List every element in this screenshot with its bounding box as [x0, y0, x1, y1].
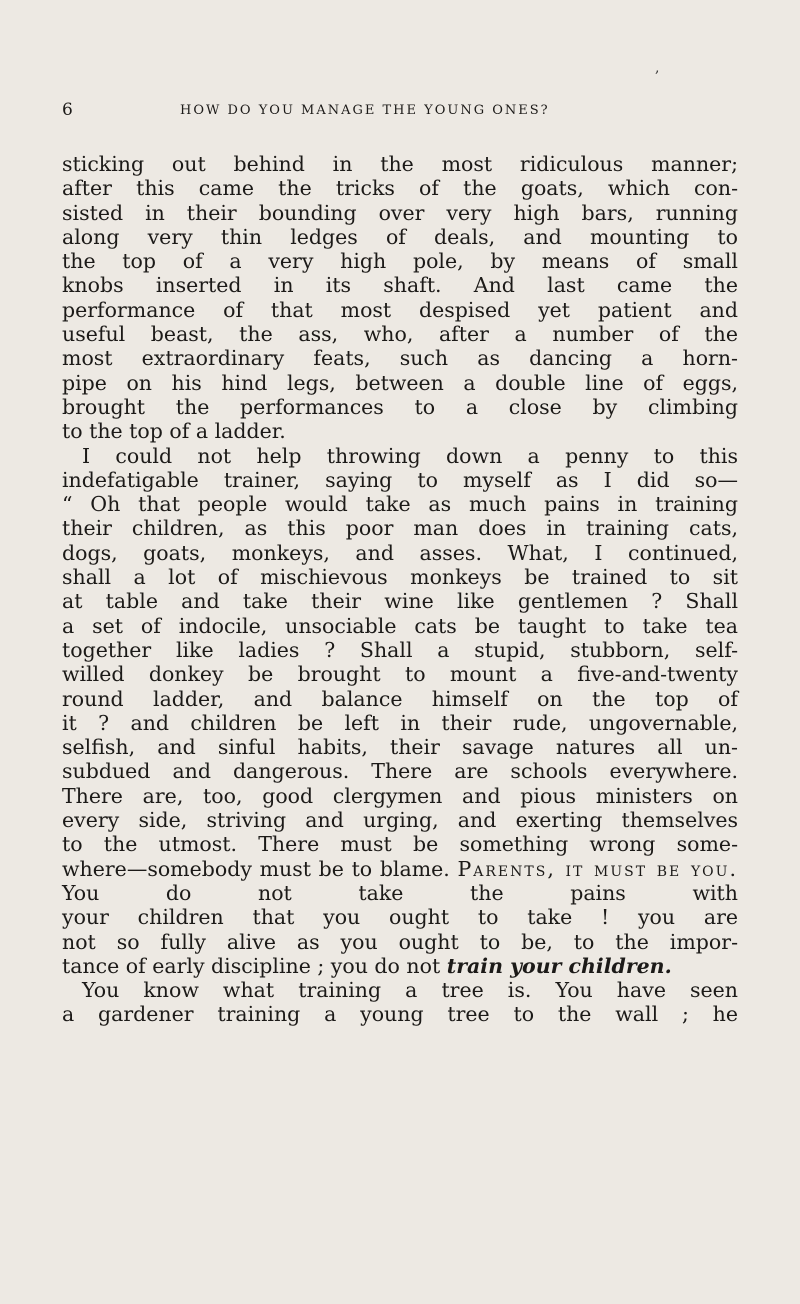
text-line: the top of a very high pole, by means of small [62, 249, 738, 274]
text-line [62, 954, 738, 978]
text-line: I could not help throwing down a penny to this [82, 443, 738, 468]
text-line: sisted in their bounding over very high bars, running [62, 200, 738, 225]
page-header [62, 100, 738, 126]
text-line: a gardener training a young tree to the wall ; he [62, 1002, 738, 1027]
text-line: not so fully alive as you ought to be, to the impor- [62, 929, 738, 954]
text-line: shall a lot of mischievous monkeys be trained to sit [62, 565, 738, 590]
text-segment: where—somebody must be to blame. [62, 856, 450, 881]
body-text [62, 152, 738, 1027]
text-line: sticking out behind in the most ridiculous manner; [62, 152, 738, 176]
text-line: willed donkey be brought to mount a five-and-twenty [62, 662, 738, 687]
text-line: “ Oh that people would take as much pains in training [62, 492, 738, 517]
text-line: it ? and children be left in their rude, ungovernable, [62, 710, 738, 735]
emphasis-parents: Parents, it must be you. [457, 856, 738, 881]
text-line: useful beast, the ass, who, after a number of the [62, 322, 738, 347]
text-line: dogs, goats, monkeys, and asses. What, I continued, [62, 540, 738, 565]
text-line: every side, striving and urging, and exerting themselves [62, 808, 738, 833]
text-line: to the top of a ladder. [62, 419, 286, 444]
text-line: You know what training a tree is. You have seen [82, 978, 738, 1003]
text-line: their children, as this poor man does in training cats, [62, 516, 738, 541]
page-number: 6 [62, 100, 73, 120]
text-line: brought the performances to a close by climbing [62, 394, 738, 419]
margin-mark: , [655, 60, 660, 76]
text-line: at table and take their wine like gentlemen ? Shall [62, 589, 738, 614]
text-line: after this came the tricks of the goats, which con- [62, 176, 738, 201]
text-line: There are, too, good clergymen and pious ministers on [62, 783, 738, 808]
text-line: knobs inserted in its shaft. And last came the [62, 273, 738, 298]
text-line: selfish, and sinful habits, their savage natures all un- [62, 735, 738, 760]
text-segment: tance of early discipline ; you do not [62, 953, 441, 978]
text-line: subdued and dangerous. There are schools everywhere. [62, 759, 738, 784]
text-line: round ladder, and balance himself on the top of [62, 686, 738, 711]
text-line: indefatigable trainer, saying to myself as I did so— [62, 467, 738, 492]
text-line: most extraordinary feats, such as dancing a horn- [62, 346, 738, 371]
text-line: together like ladies ? Shall a stupid, stubborn, self- [62, 637, 738, 662]
text-line: to the utmost. There must be something wrong some- [62, 832, 738, 857]
text-line: You do not take the pains with [62, 880, 738, 905]
text-line: performance of that most despised yet patient and [62, 297, 738, 322]
text-line: a set of indocile, unsociable cats be taught to take tea [62, 613, 738, 638]
text-line: your children that you ought to take ! you are [62, 905, 738, 930]
text-line: along very thin ledges of deals, and mounting to [62, 224, 738, 249]
emphasis-train: train your children. [446, 953, 672, 978]
text-line [62, 857, 738, 881]
text-line: pipe on his hind legs, between a double line of eggs, [62, 370, 738, 395]
running-head: HOW DO YOU MANAGE THE YOUNG ONES? [180, 103, 550, 118]
